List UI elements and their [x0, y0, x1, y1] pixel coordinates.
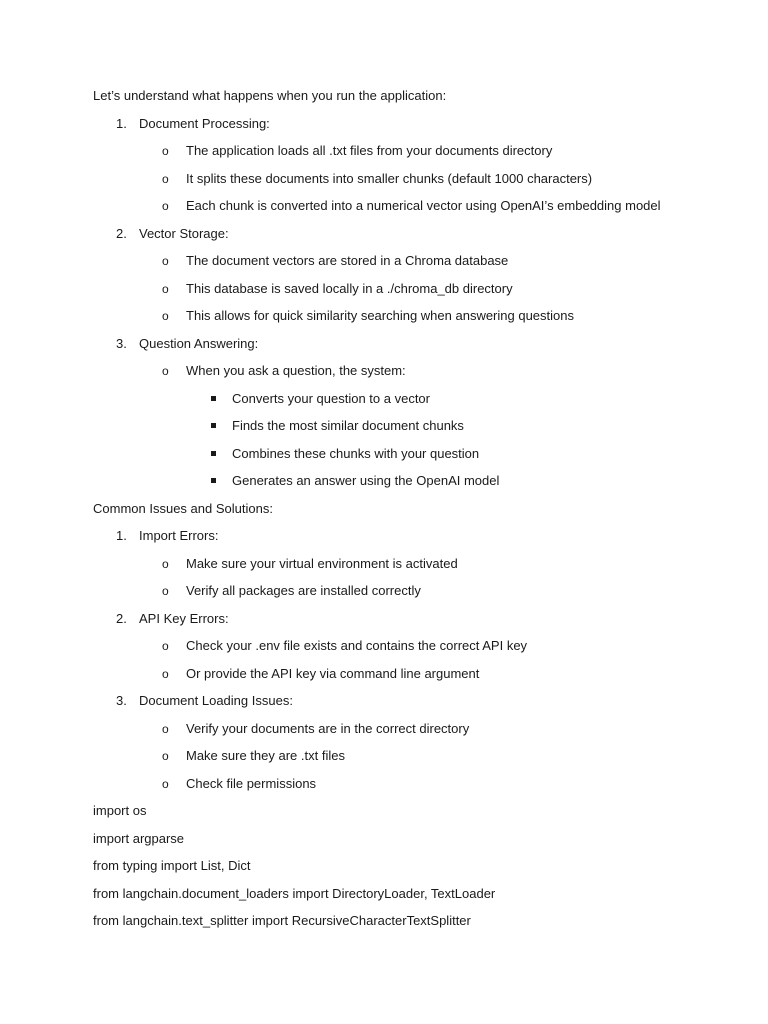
square-bullet-icon: [211, 416, 216, 436]
line-text: Each chunk is converted into a numerical vector using OpenAI’s embedding model: [186, 198, 661, 213]
line-text: Check your .env file exists and contains the correct API key: [186, 638, 528, 653]
line-text: Or provide the API key via command line argument: [186, 665, 480, 681]
line-text: from typing import List, Dict: [93, 858, 251, 873]
list-number: 3.: [116, 335, 127, 351]
line-text: Converts your question to a vector: [232, 390, 430, 406]
line-text: Import Errors:: [139, 528, 219, 543]
line-text: Verify all packages are installed correctly: [186, 583, 421, 598]
square-bullet-icon: [211, 478, 216, 483]
line-text: Let’s understand what happens when you run the application:: [93, 88, 447, 103]
circle-bullet-icon: o: [162, 144, 169, 158]
line-text: Check file permissions: [186, 775, 317, 791]
circle-bullet-icon: o: [162, 364, 169, 378]
circle-bullet-icon: o: [162, 281, 169, 296]
line-text: API Key Errors:: [139, 610, 229, 626]
line-text: Generates an answer using the OpenAI model: [232, 473, 500, 488]
line-text: from langchain.document_loaders import DirectoryLoader, TextLoader: [93, 885, 496, 901]
list-number: 1.: [116, 528, 127, 543]
line-text: Make sure your virtual environment is activated: [186, 555, 458, 571]
list-number: 1.: [116, 115, 127, 131]
circle-bullet-icon: o: [162, 584, 169, 598]
list-number: 3.: [116, 693, 127, 708]
line-text: It splits these documents into smaller chunks (default 1000 characters): [186, 170, 593, 186]
line-text: The application loads all .txt files from your documents directory: [186, 143, 553, 158]
square-bullet-icon: [211, 396, 216, 401]
line-text: Document Loading Issues:: [139, 693, 293, 708]
circle-bullet-icon: o: [162, 776, 169, 791]
circle-bullet-icon: o: [162, 666, 169, 681]
line-text: Question Answering:: [139, 335, 259, 351]
line-text: import os: [93, 803, 147, 818]
line-text: Combines these chunks with your question: [232, 445, 480, 461]
list-number: 2.: [116, 610, 127, 626]
line-text: Finds the most similar document chunks: [232, 418, 464, 433]
square-bullet-icon: [211, 423, 216, 428]
line-text: Vector Storage:: [139, 225, 229, 241]
square-bullet-icon: [211, 471, 216, 491]
circle-bullet-icon: o: [162, 254, 169, 268]
circle-bullet-icon: o: [162, 556, 169, 571]
square-bullet-icon: [211, 451, 216, 456]
line-text: This database is saved locally in a ./chroma_db directory: [186, 280, 513, 296]
circle-bullet-icon: o: [162, 199, 169, 213]
square-bullet-icon: [211, 389, 216, 409]
list-number: 2.: [116, 225, 127, 241]
line-text: The document vectors are stored in a Chroma database: [186, 253, 509, 268]
line-text: This allows for quick similarity searching when answering questions: [186, 308, 575, 323]
square-bullet-icon: [211, 444, 216, 464]
line-text: import argparse: [93, 830, 185, 846]
line-text: Verify your documents are in the correct directory: [186, 720, 470, 736]
circle-bullet-icon: o: [162, 171, 169, 186]
circle-bullet-icon: o: [162, 309, 169, 323]
circle-bullet-icon: o: [162, 721, 169, 736]
circle-bullet-icon: o: [162, 749, 169, 763]
line-text: from langchain.text_splitter import RecursiveCharacterTextSplitter: [93, 913, 471, 928]
line-text: Document Processing:: [139, 115, 270, 131]
line-text: When you ask a question, the system:: [186, 363, 406, 378]
line-text: Common Issues and Solutions:: [93, 500, 273, 516]
line-text: Make sure they are .txt files: [186, 748, 345, 763]
circle-bullet-icon: o: [162, 639, 169, 653]
